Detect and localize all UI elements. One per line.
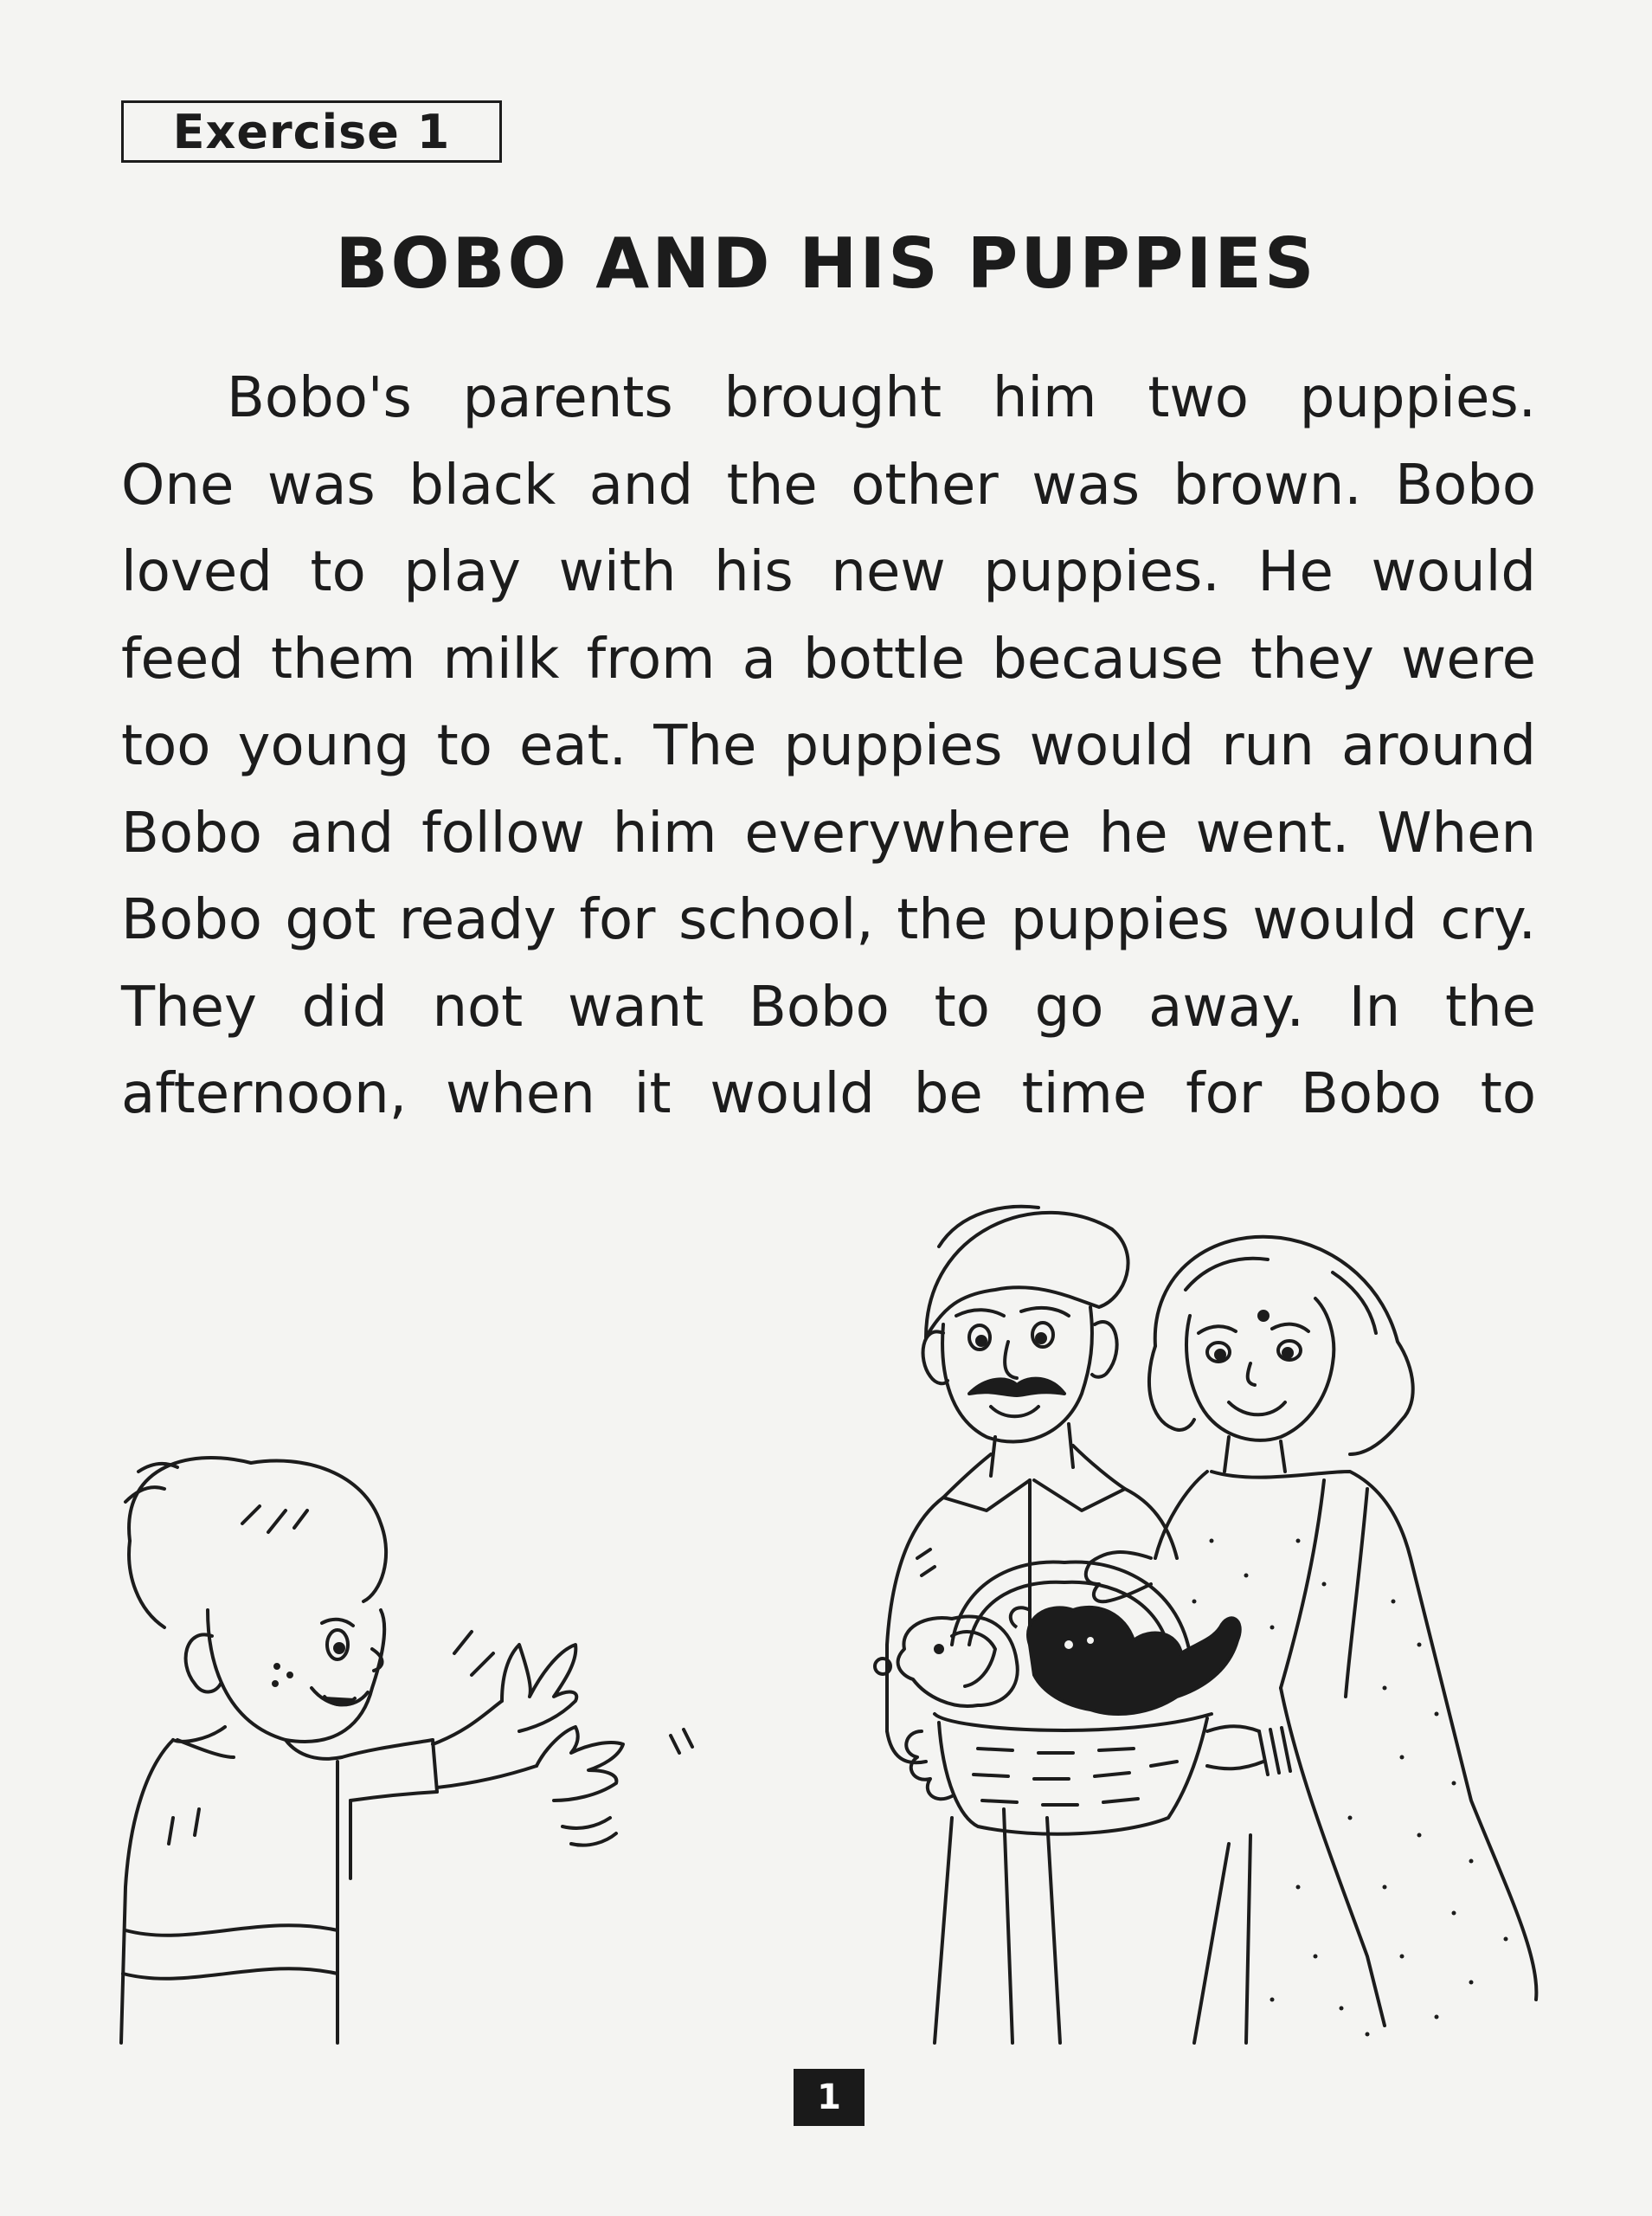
passage-line: Bobo and follow him everywhere he went. When bbox=[121, 801, 1536, 866]
story-title: BOBO AND HIS PUPPIES bbox=[335, 223, 1317, 304]
passage-line: feed them milk from a bottle because they were bbox=[121, 627, 1536, 692]
passage-line: too young to eat. The puppies would run around bbox=[121, 714, 1536, 778]
passage-line: They did not want Bobo to go away. In the bbox=[121, 975, 1536, 1040]
page-number: 1 bbox=[794, 2069, 865, 2126]
passage-line: afternoon, when it would be time for Bobo to bbox=[121, 1062, 1536, 1126]
boy-figure bbox=[121, 1458, 692, 2043]
exercise-label: Exercise 1 bbox=[121, 100, 502, 163]
passage-line: Bobo's parents brought him two puppies. bbox=[227, 366, 1536, 430]
passage-line: Bobo got ready for school, the puppies would cry. bbox=[121, 888, 1536, 952]
brown-puppy bbox=[875, 1616, 1018, 1706]
black-puppy bbox=[1011, 1607, 1240, 1714]
passage-line: One was black and the other was brown. Bobo bbox=[121, 453, 1536, 518]
passage-line: loved to play with his new puppies. He would bbox=[121, 540, 1536, 604]
